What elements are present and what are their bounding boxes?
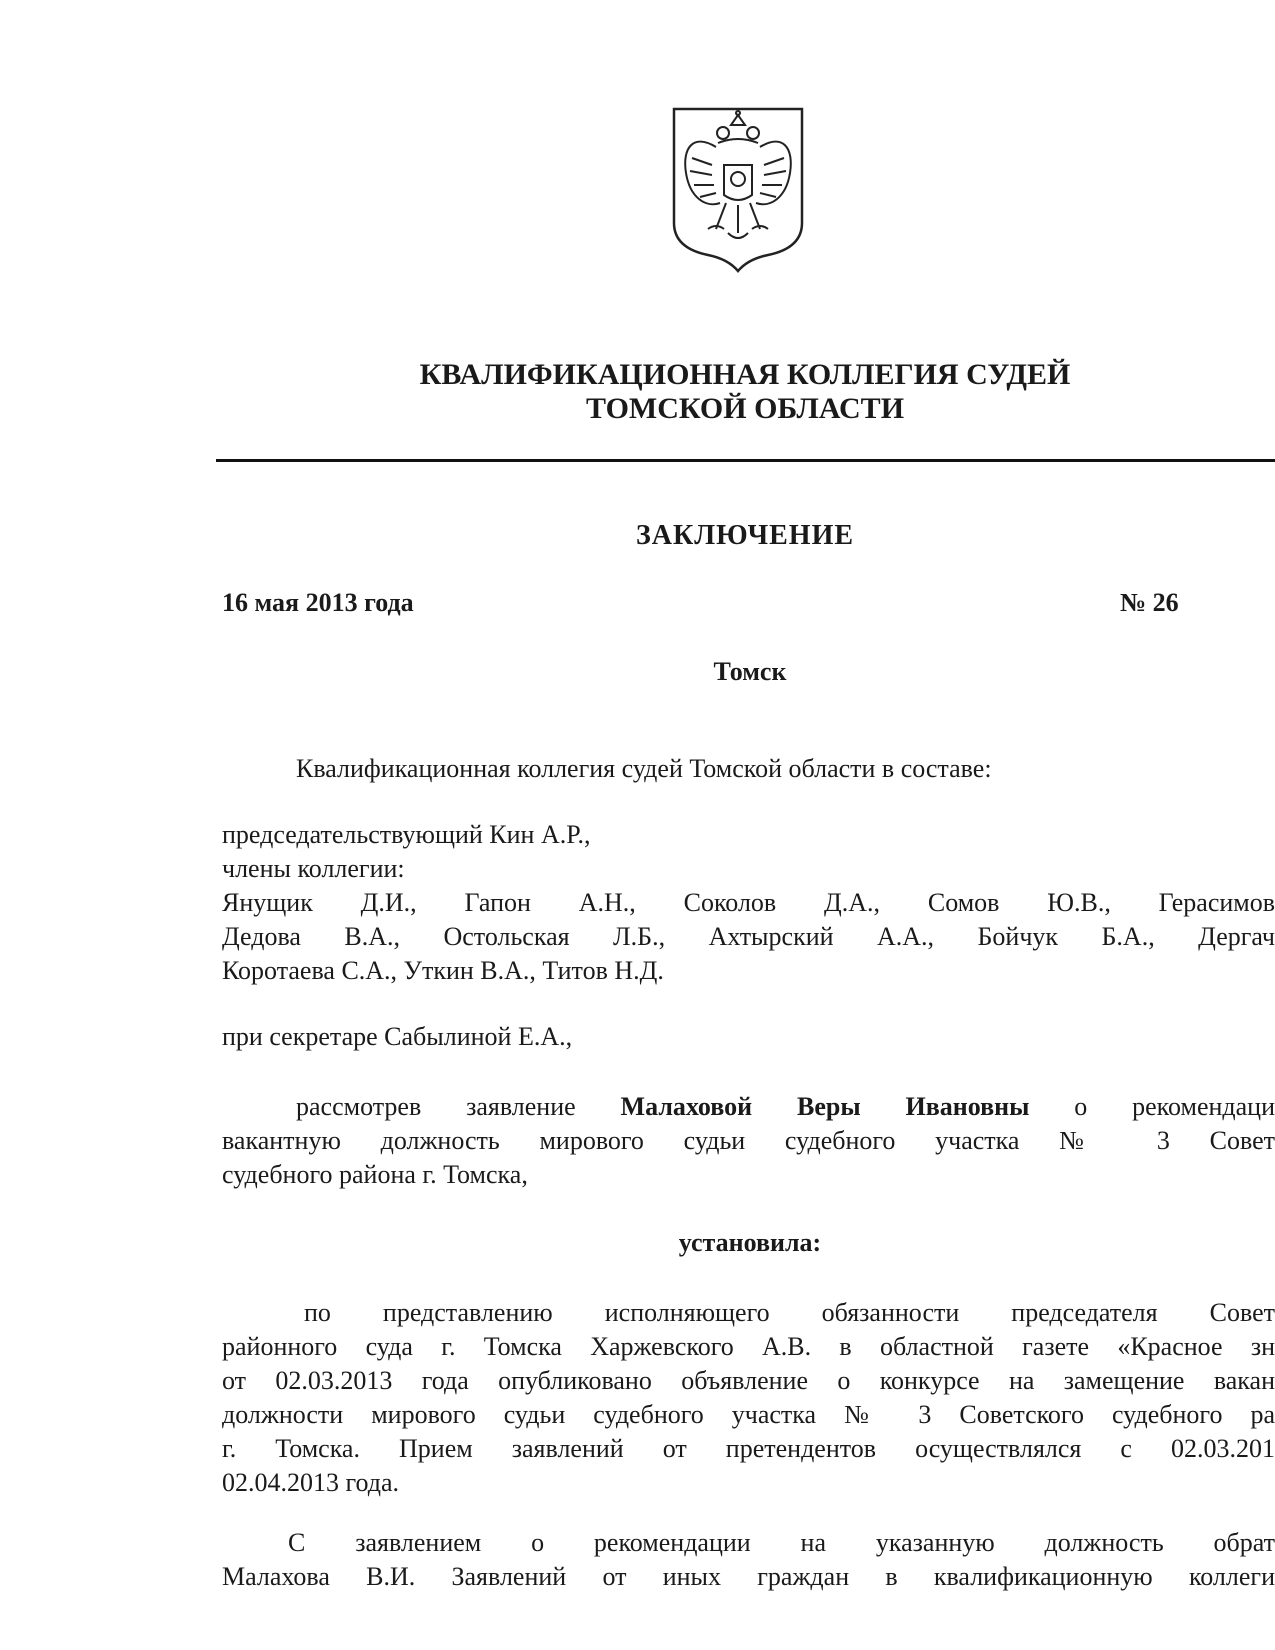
organization-region: ТОМСКОЙ ОБЛАСТИ	[585, 392, 905, 425]
paragraph-1-line-3: от 02.03.2013 года опубликовано объявление о конкурсе на замещение вакан	[222, 1366, 1275, 1395]
members-label: члены коллегии:	[222, 854, 405, 883]
paragraph-1-line-5: г. Томска. Прием заявлений от претендентов осуществлялся с 02.03.201	[222, 1434, 1275, 1463]
applicant-name: Малаховой Веры Ивановны	[620, 1092, 1030, 1121]
members-line-3: Коротаева С.А., Уткин В.А., Титов Н.Д.	[222, 956, 664, 985]
members-line-2: Дедова В.А., Остольская Л.Б., Ахтырский А.А., Бойчук Б.А., Дергач	[222, 922, 1275, 951]
paragraph-1-line-1: по представлению исполняющего обязанности председателя Совет	[304, 1298, 1275, 1327]
document-title: ЗАКЛЮЧЕНИЕ	[635, 520, 855, 551]
established-heading: установила:	[678, 1228, 822, 1257]
consideration-prefix: рассмотрев заявление	[296, 1092, 621, 1121]
intro-line: Квалификационная коллегия судей Томской области в составе:	[296, 754, 992, 783]
document-number: № 26	[1120, 588, 1179, 617]
consideration-line-1	[296, 1090, 1275, 1124]
document-date: 16 мая 2013 года	[222, 588, 414, 617]
chairperson: председательствующий Кин А.Р.,	[222, 820, 591, 849]
consideration-line-2: вакантную должность мирового судьи судебного участка № 3 Совет	[222, 1126, 1275, 1155]
consideration-suffix: о рекомендаци	[1029, 1092, 1275, 1121]
paragraph-1-line-2: районного суда г. Томска Харжевского А.В. в областной газете «Красное зн	[222, 1332, 1275, 1361]
members-line-1: Янущик Д.И., Гапон А.Н., Соколов Д.А., Сомов Ю.В., Герасимов	[222, 888, 1275, 917]
paragraph-2-line-2: Малахова В.И. Заявлений от иных граждан в квалификационную коллеги	[222, 1562, 1275, 1591]
coat-of-arms-icon	[668, 103, 808, 273]
paragraph-1-line-4: должности мирового судьи судебного участка № 3 Советского судебного ра	[222, 1400, 1275, 1429]
paragraph-1-line-6: 02.04.2013 года.	[222, 1468, 400, 1497]
header-divider	[216, 459, 1275, 462]
document-city: Томск	[713, 657, 787, 686]
organization-title: КВАЛИФИКАЦИОННАЯ КОЛЛЕГИЯ СУДЕЙ	[419, 358, 1071, 391]
consideration-line-3: судебного района г. Томска,	[222, 1160, 528, 1189]
secretary: при секретаре Сабылиной Е.А.,	[222, 1022, 573, 1051]
paragraph-2-line-1: С заявлением о рекомендации на указанную должность обрат	[288, 1528, 1275, 1557]
